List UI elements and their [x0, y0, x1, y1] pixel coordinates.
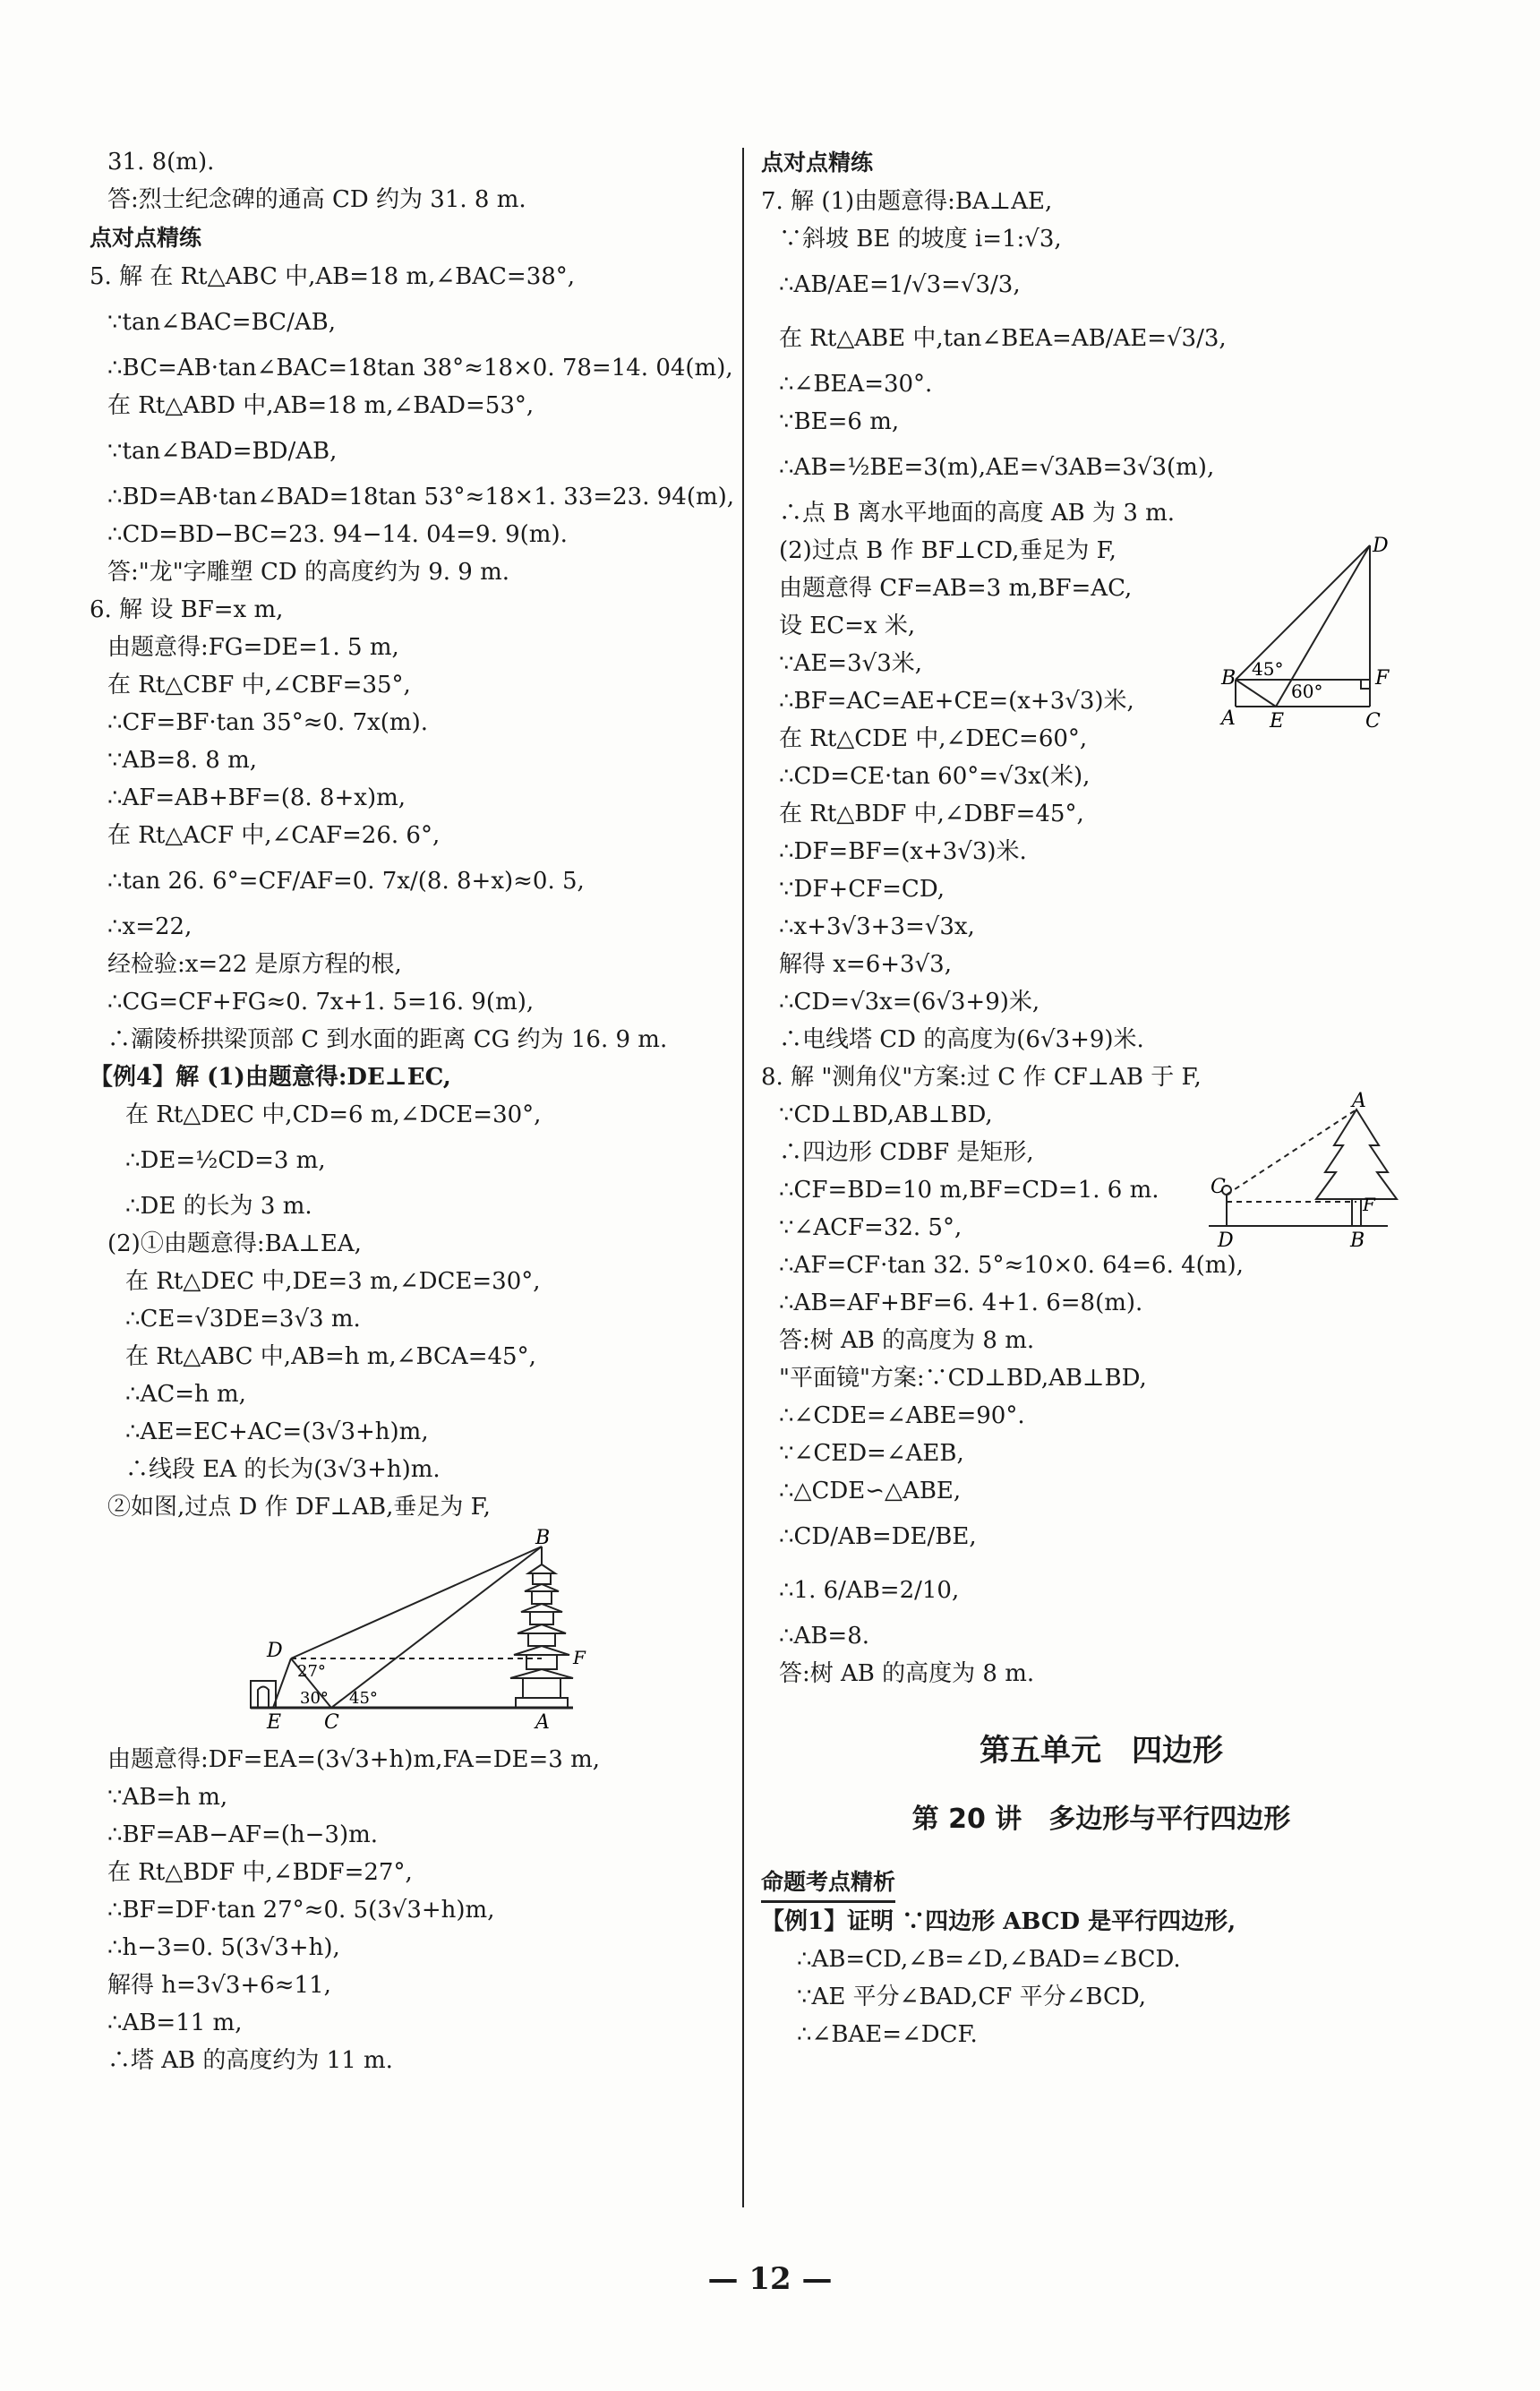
example-heading: 【例1】证明 ∵四边形 ABCD 是平行四边形, — [761, 1908, 1236, 1935]
text-line: ∴电线塔 CD 的高度为(6√3+9)米. — [779, 1026, 1144, 1053]
pagoda-diagram — [90, 1527, 734, 1734]
label-D: D — [267, 1640, 283, 1662]
text-line: 答:"龙"字雕塑 CD 的高度约为 9. 9 m. — [107, 559, 510, 586]
text-line: ∴BC=AB·tan∠BAC=18tan 38°≈18×0. 78=14. 04(m), — [107, 355, 733, 381]
text-line: 8. 解 "测角仪"方案:过 C 作 CF⊥AB 于 F, — [761, 1064, 1202, 1091]
label-D: D — [1218, 1230, 1234, 1252]
text-line: ∴AF=CF·tan 32. 5°≈10×0. 64=6. 4(m), — [779, 1252, 1244, 1279]
text-line: ∴AC=h m, — [125, 1381, 246, 1408]
text-line: ∴h−3=0. 5(3√3+h), — [107, 1934, 340, 1961]
tower-diagram — [1221, 532, 1442, 738]
math-line: ∵tan∠BAD=BD/AB, — [107, 438, 338, 465]
text-line: ∵AB=h m, — [107, 1784, 228, 1811]
text-line: ∵AB=8. 8 m, — [107, 747, 258, 774]
text-line: ∴塔 AB 的高度约为 11 m. — [107, 2047, 393, 2074]
text-line: ∴x=22, — [107, 913, 192, 940]
text-line: 在 Rt△ABD 中,AB=18 m,∠BAD=53°, — [107, 392, 535, 419]
text-line: 设 EC=x 米, — [779, 613, 916, 639]
left-column — [90, 143, 734, 2079]
text-line: 解得 x=6+3√3, — [779, 951, 952, 978]
text-line: ∵∠ACF=32. 5°, — [779, 1214, 962, 1241]
math-line: ∴1. 6/AB=2/10, — [779, 1577, 960, 1604]
math-line: ∴tan 26. 6°=CF/AF=0. 7x/(8. 8+x)≈0. 5, — [107, 868, 585, 895]
text-line: ∵∠CED=∠AEB, — [779, 1440, 964, 1467]
label-A: A — [1352, 1090, 1366, 1112]
text-line: ∴BF=DF·tan 27°≈0. 5(3√3+h)m, — [107, 1897, 495, 1924]
math-line: 在 Rt△ABE 中,tan∠BEA=AB/AE=√3/3, — [779, 325, 1227, 352]
text-line: ∴∠BAE=∠DCF. — [797, 2021, 978, 2048]
label-F: F — [1375, 667, 1390, 690]
section-heading: 点对点精练 — [90, 225, 202, 251]
label-C: C — [1211, 1176, 1226, 1198]
column-divider — [742, 148, 744, 2207]
math-line: ∴DE=½CD=3 m, — [125, 1147, 326, 1174]
angle-label-45: 45° — [1252, 658, 1284, 680]
text-line: ∴点 B 离水平地面的高度 AB 为 3 m. — [779, 500, 1176, 527]
text-line: ∴AB=AF+BF=6. 4+1. 6=8(m). — [779, 1290, 1143, 1316]
text-line: ∵DF+CF=CD, — [779, 876, 945, 903]
math-line: ∴AB=½BE=3(m),AE=√3AB=3√3(m), — [779, 454, 1215, 481]
example-heading: 【例4】解 (1)由题意得:DE⊥EC, — [90, 1064, 451, 1091]
right-column — [761, 143, 1442, 2053]
text-line: 5. 解 在 Rt△ABC 中,AB=18 m,∠BAC=38°, — [90, 263, 576, 290]
text-line: 答:树 AB 的高度为 8 m. — [779, 1660, 1035, 1687]
section-heading: 点对点精练 — [761, 150, 874, 176]
text-line: ∴AB=11 m, — [107, 2010, 243, 2036]
math-line: ∵tan∠BAC=BC/AB, — [107, 309, 336, 336]
text-line: ∴灞陵桥拱梁顶部 C 到水面的距离 CG 约为 16. 9 m. — [107, 1026, 668, 1053]
label-B: B — [1221, 667, 1236, 690]
math-line: ∴CD/AB=DE/BE, — [779, 1523, 977, 1550]
text-line: "平面镜"方案:∵CD⊥BD,AB⊥BD, — [779, 1365, 1147, 1392]
text-line: ∴CG=CF+FG≈0. 7x+1. 5=16. 9(m), — [107, 989, 535, 1016]
text-line: (2)过点 B 作 BF⊥CD,垂足为 F, — [779, 537, 1116, 564]
label-E: E — [1270, 710, 1285, 733]
text-line: ∵BE=6 m, — [779, 408, 900, 435]
text-line: 在 Rt△ABC 中,AB=h m,∠BCA=45°, — [125, 1343, 536, 1370]
label-D: D — [1373, 535, 1389, 557]
text-line: 7. 解 (1)由题意得:BA⊥AE, — [761, 188, 1053, 215]
text-line: ∵AE=3√3米, — [779, 650, 922, 677]
text-line: ∴CD=BD−BC=23. 94−14. 04=9. 9(m). — [107, 521, 568, 548]
text-line: 在 Rt△BDF 中,∠DBF=45°, — [779, 801, 1084, 827]
text-line: 31. 8(m). — [107, 149, 215, 176]
text-line: 经检验:x=22 是原方程的根, — [107, 951, 402, 978]
text-line: ∴CF=BF·tan 35°≈0. 7x(m). — [107, 709, 428, 736]
angle-label-27: 27° — [297, 1662, 326, 1681]
text-line: ∵CD⊥BD,AB⊥BD, — [779, 1101, 993, 1128]
text-line: 在 Rt△ACF 中,∠CAF=26. 6°, — [107, 822, 441, 849]
label-C: C — [324, 1711, 339, 1734]
text-line: ∴AE=EC+AC=(3√3+h)m, — [125, 1418, 429, 1445]
text-line: ∴CF=BD=10 m,BF=CD=1. 6 m. — [779, 1177, 1159, 1204]
text-line: ∴∠BEA=30°. — [779, 371, 933, 398]
unit-title: 第五单元 四边形 — [980, 1733, 1223, 1769]
label-C: C — [1365, 710, 1381, 733]
label-A: A — [1221, 707, 1236, 730]
section-title: 命题考点精析 — [761, 1864, 895, 1903]
text-line: ∵AE 平分∠BAD,CF 平分∠BCD, — [797, 1984, 1147, 2010]
text-line: ∴线段 EA 的长为(3√3+h)m. — [125, 1456, 441, 1483]
text-line: 由题意得 CF=AB=3 m,BF=AC, — [779, 575, 1133, 602]
text-line: ∴x+3√3+3=√3x, — [779, 913, 975, 940]
text-line: 在 Rt△BDF 中,∠BDF=27°, — [107, 1859, 413, 1886]
angle-label-45: 45° — [349, 1689, 378, 1708]
pagoda-figure — [90, 1527, 734, 1734]
label-E: E — [267, 1711, 282, 1734]
text-line: ∴BD=AB·tan∠BAD=18tan 53°≈18×1. 33=23. 94(m), — [107, 484, 735, 510]
text-line: ∴CD=√3x=(6√3+9)米, — [779, 989, 1040, 1016]
text-line: ∴DE 的长为 3 m. — [125, 1193, 312, 1220]
lesson-title: 第 20 讲 多边形与平行四边形 — [911, 1804, 1291, 1835]
text-line: ∴BF=AC=AE+CE=(x+3√3)米, — [779, 688, 1134, 715]
text-line: 在 Rt△CBF 中,∠CBF=35°, — [107, 672, 411, 698]
tree-diagram — [1209, 1090, 1406, 1252]
text-line: ∵斜坡 BE 的坡度 i=1:√3, — [779, 226, 1062, 253]
text-line: ∴CD=CE·tan 60°=√3x(米), — [779, 763, 1091, 790]
label-B: B — [535, 1527, 551, 1549]
text-line: 在 Rt△DEC 中,CD=6 m,∠DCE=30°, — [125, 1101, 542, 1128]
label-F: F — [573, 1647, 586, 1668]
label-B: B — [1350, 1230, 1365, 1252]
text-line: ∴DF=BF=(x+3√3)米. — [779, 838, 1027, 865]
text-line: ∴AF=AB+BF=(8. 8+x)m, — [107, 784, 406, 811]
text-line: 由题意得:DF=EA=(3√3+h)m,FA=DE=3 m, — [107, 1746, 601, 1773]
text-line: ∴△CDE∽△ABE, — [779, 1478, 962, 1504]
text-line: ∴四边形 CDBF 是矩形, — [779, 1139, 1034, 1166]
angle-label-60: 60° — [1291, 681, 1323, 702]
text-line: (2)①由题意得:BA⊥EA, — [107, 1230, 362, 1257]
text-line: 解得 h=3√3+6≈11, — [107, 1972, 331, 1999]
text-line: 6. 解 设 BF=x m, — [90, 596, 284, 623]
text-line: ∴AB=CD,∠B=∠D,∠BAD=∠BCD. — [797, 1946, 1181, 1973]
label-A: A — [535, 1711, 550, 1734]
text-line: ∴AB=8. — [779, 1623, 870, 1650]
tower-section — [761, 532, 1442, 733]
text-line: ∴CE=√3DE=3√3 m. — [125, 1306, 361, 1333]
text-line: 答:烈士纪念碑的通高 CD 约为 31. 8 m. — [107, 186, 526, 213]
text-line: ②如图,过点 D 作 DF⊥AB,垂足为 F, — [107, 1494, 491, 1521]
math-line: ∴AB/AE=1/√3=√3/3, — [779, 271, 1021, 298]
text-line: 在 Rt△DEC 中,DE=3 m,∠DCE=30°, — [125, 1268, 541, 1295]
text-line: ∴∠CDE=∠ABE=90°. — [779, 1402, 1025, 1429]
page-number: — 12 — — [707, 2261, 833, 2297]
text-line: 答:树 AB 的高度为 8 m. — [779, 1327, 1035, 1354]
text-line: ∴BF=AB−AF=(h−3)m. — [107, 1821, 379, 1848]
angle-label-30: 30° — [300, 1689, 329, 1708]
label-F: F — [1363, 1194, 1375, 1215]
text-line: 由题意得:FG=DE=1. 5 m, — [107, 634, 399, 661]
text-line: 在 Rt△CDE 中,∠DEC=60°, — [779, 725, 1088, 752]
